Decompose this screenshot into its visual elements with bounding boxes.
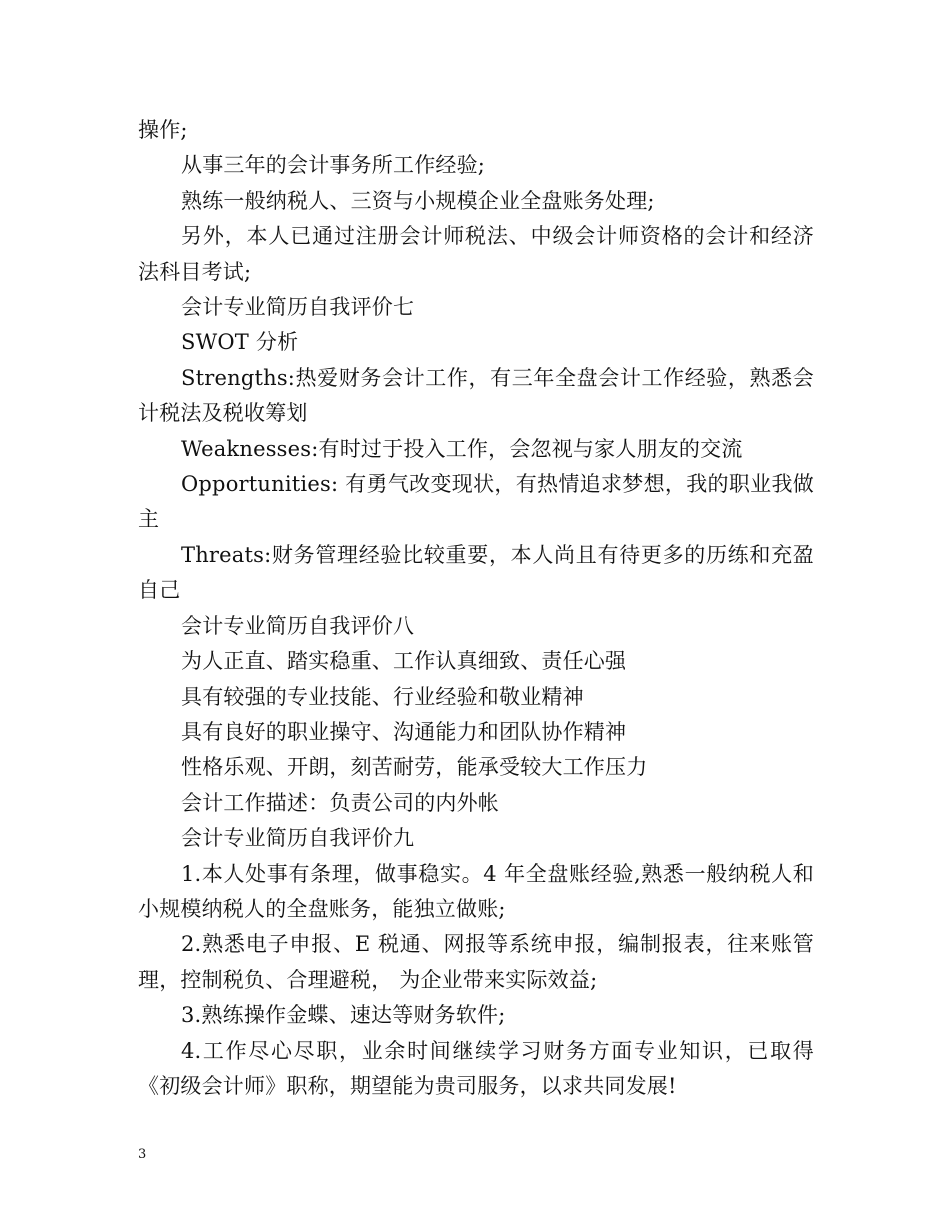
paragraph: Strengths:热爱财务会计工作，有三年全盘会计工作经验，熟悉会计税法及税收筹划 — [138, 365, 814, 426]
page-number: 3 — [138, 1147, 147, 1162]
paragraph: 操作; — [138, 118, 188, 142]
paragraph: 性格乐观、开朗，刻苦耐劳，能承受较大工作压力 — [181, 755, 648, 780]
paragraph: 3.熟练操作金蝶、速达等财务软件; — [181, 1003, 506, 1028]
paragraph: Opportunities: 有勇气改变现状，有热情追求梦想，我的职业我做主 — [138, 472, 814, 532]
paragraph: 会计工作描述：负责公司的内外帐 — [181, 790, 499, 815]
paragraph: 另外，本人已通过注册会计师税法、中级会计师资格的会计和经济法科目考试; — [138, 224, 814, 284]
paragraph: 具有较强的专业技能、行业经验和敬业精神 — [181, 684, 584, 709]
paragraph: 从事三年的会计事务所工作经验; — [181, 153, 486, 178]
paragraph: Threats:财务管理经验比较重要，本人尚且有待更多的历练和充盈自己 — [138, 542, 814, 603]
paragraph: 熟练一般纳税人、三资与小规模企业全盘账务处理; — [181, 188, 655, 213]
paragraph: 2.熟悉电子申报、E 税通、网报等系统申报，编制报表，往来账管理，控制税负、合理避税， 为企业带来实际效益; — [138, 932, 814, 992]
section-heading: 会计专业简历自我评价九 — [181, 826, 415, 851]
section-heading: 会计专业简历自我评价八 — [181, 613, 415, 638]
paragraph: SWOT 分析 — [181, 330, 299, 355]
document-body — [138, 113, 814, 1104]
paragraph: 具有良好的职业操守、沟通能力和团队协作精神 — [181, 719, 627, 744]
paragraph: Weaknesses:有时过于投入工作，会忽视与家人朋友的交流 — [181, 436, 743, 461]
paragraph: 1.本人处事有条理，做事稳实。4 年全盘账经验,熟悉一般纳税人和小规模纳税人的全盘账务，能独立做账; — [138, 861, 814, 921]
paragraph: 为人正直、踏实稳重、工作认真细致、责任心强 — [181, 649, 627, 674]
section-heading: 会计专业简历自我评价七 — [181, 295, 415, 320]
paragraph: 4.工作尽心尽职，业余时间继续学习财务方面专业知识，已取得《初级会计师》职称，期望能为贵司服务，以求共同发展! — [138, 1038, 814, 1098]
